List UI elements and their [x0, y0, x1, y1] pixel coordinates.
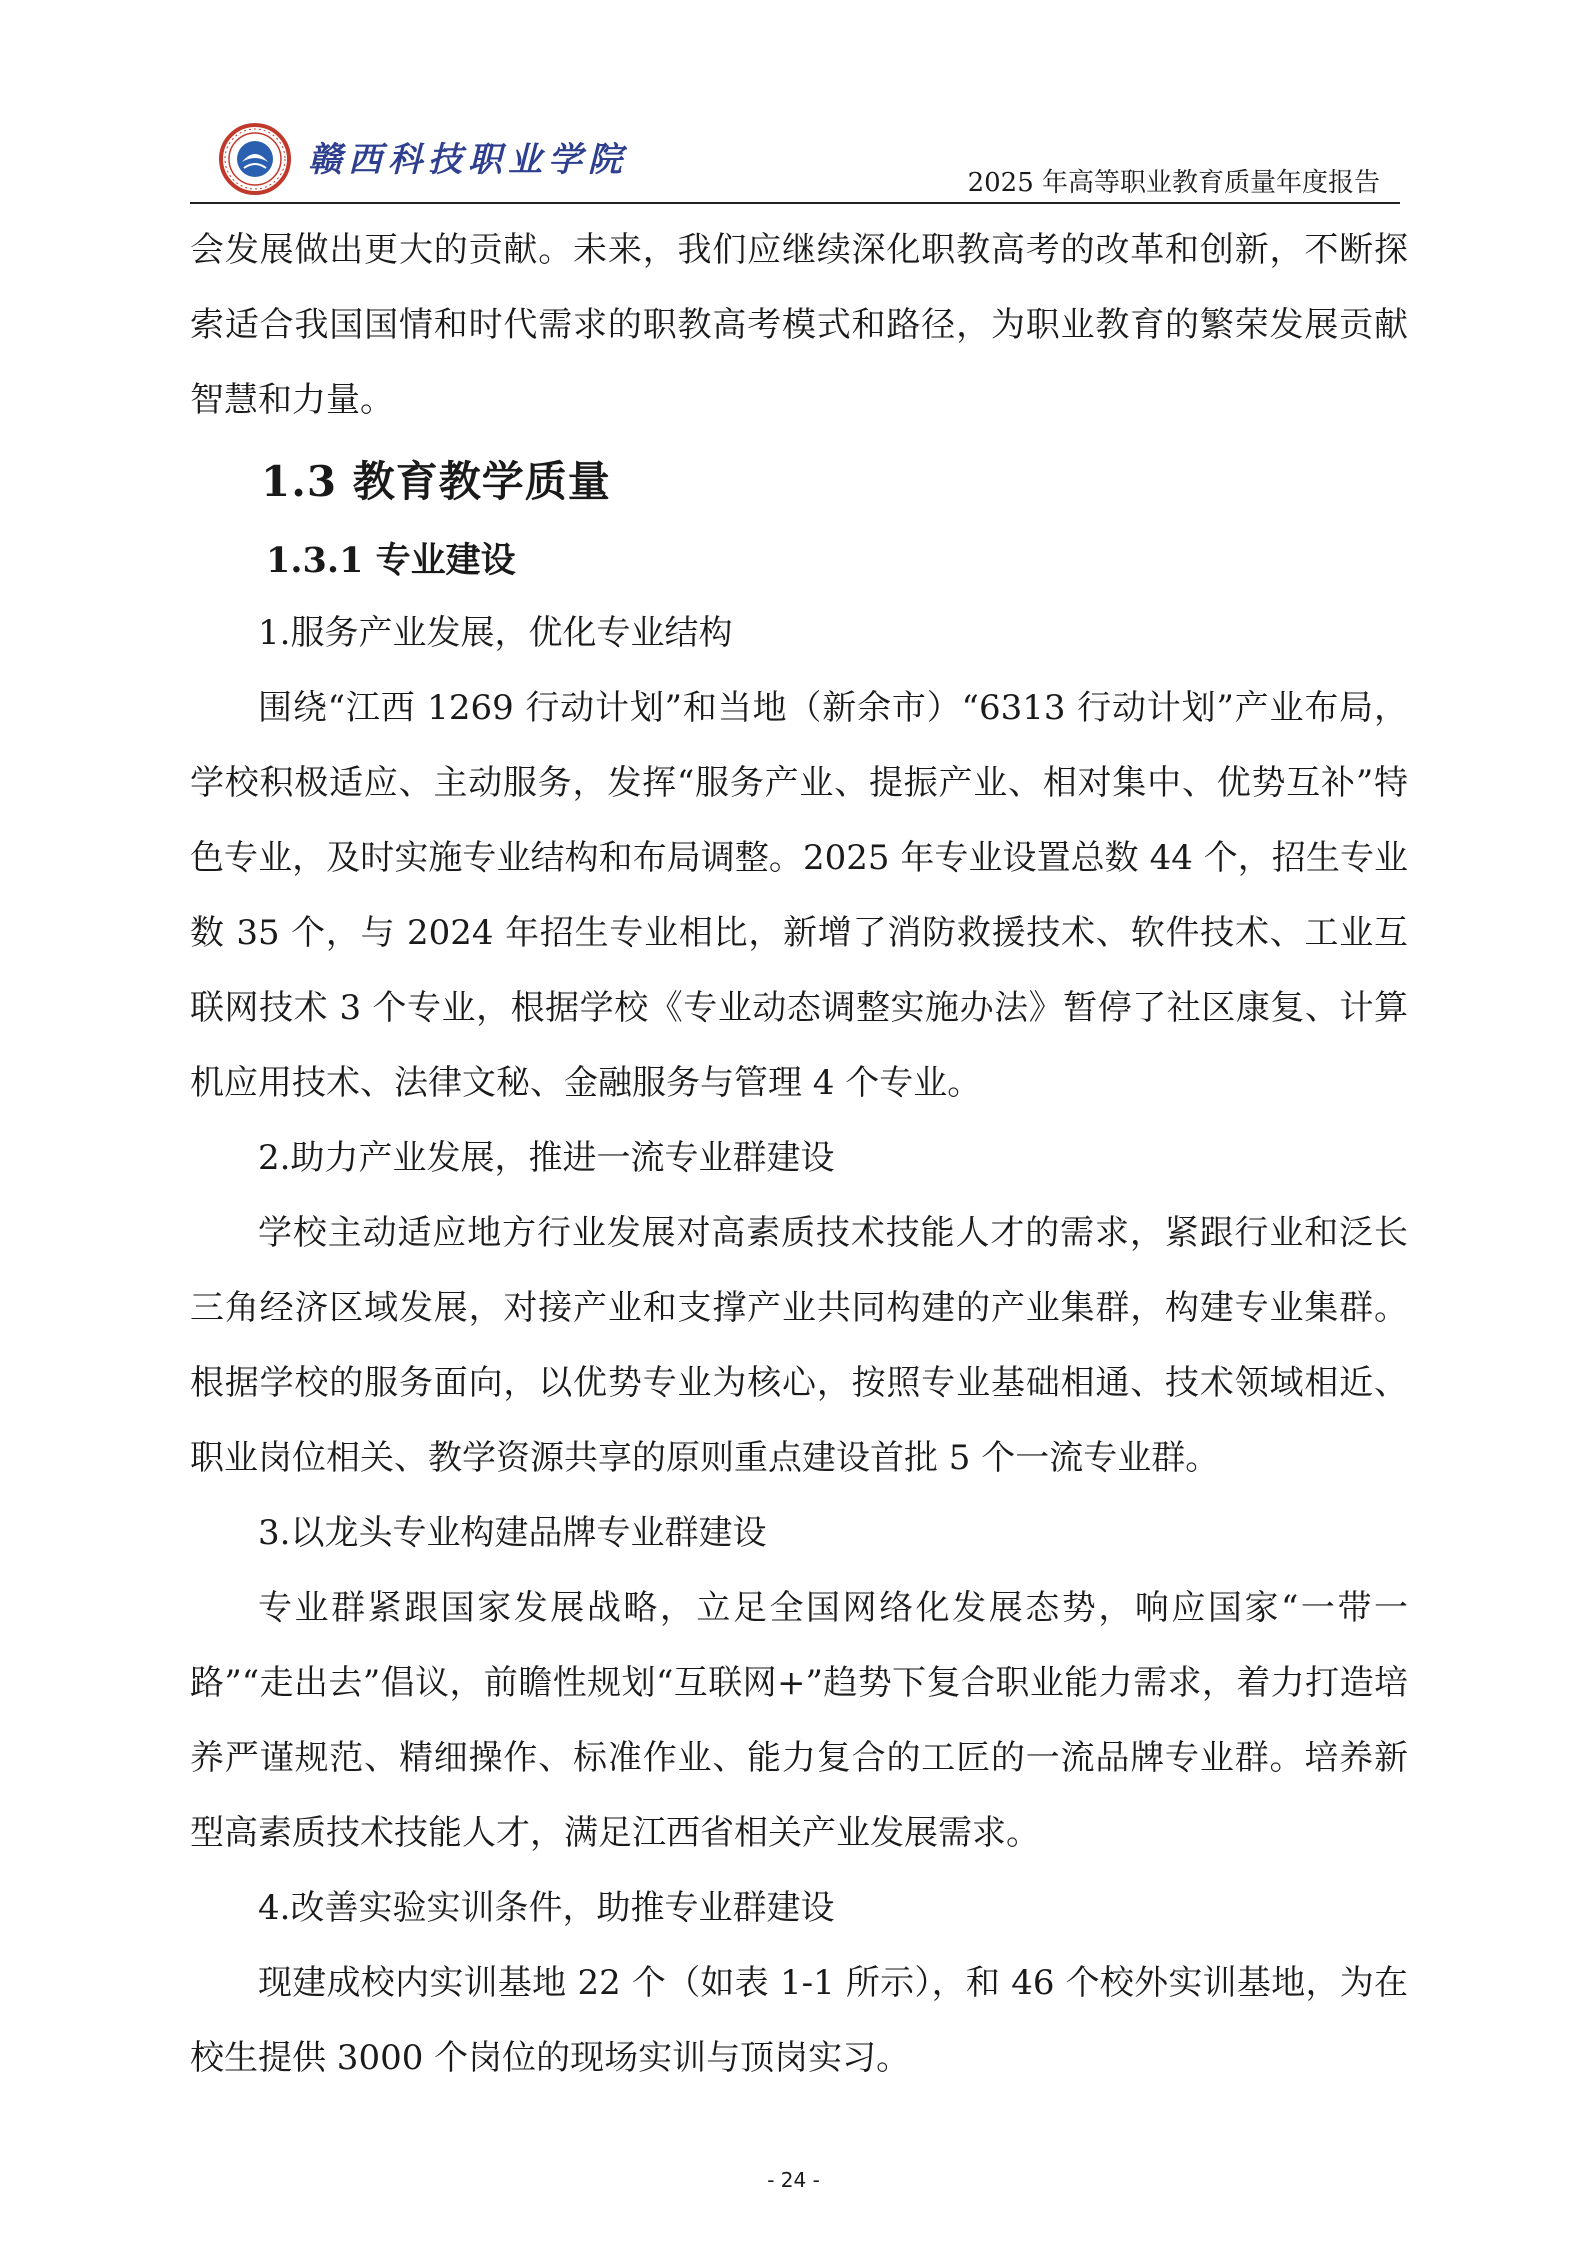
school-name-logo: 赣西科技职业学院 — [308, 140, 628, 180]
page-number: - 24 - — [767, 2168, 820, 2192]
section-heading: 1.3 教育教学质量 — [261, 457, 611, 506]
header-divider — [190, 202, 1400, 204]
school-seal-icon — [218, 122, 292, 196]
report-title: 2025 年高等职业教育质量年度报告 — [967, 168, 1380, 198]
item-heading-3: 3.以龙头专业构建品牌专业群建设 — [258, 1513, 767, 1553]
item-paragraph-4: 现建成校内实训基地 22 个（如表 1-1 所示），和 46 个校外实训基地，为在校生提供 3000 个岗位的现场实训与顶岗实习。 — [190, 1963, 1408, 2078]
item-paragraph-3: 专业群紧跟国家发展战略，立足全国网络化发展态势，响应国家“一带一路”“走出去”倡议，前瞻性规划“互联网+”趋势下复合职业能力需求，着力打造培养严谨规范、精细操作、标准作业、能力复合的工匠的一流品牌专业群。培养新型高素质技术技能人才，满足江西省相关产业发展需求。 — [190, 1588, 1408, 1853]
document-body — [190, 213, 1408, 2096]
item-paragraph-1: 围绕“江西 1269 行动计划”和当地（新余市）“6313 行动计划”产业布局，学校积极适应、主动服务，发挥“服务产业、提振产业、相对集中、优势互补”特色专业，及时实施专业结构和布局调整。2025 年专业设置总数 44 个，招生专业数 35 个，与 2024 年招生专业相比，新增了消防救援技术、软件技术、工业互联网技术 3 个专业，根据学校《专业动态调整实施办法》暂停了社区康复、计算机应用技术、法律文秘、金融服务与管理 4 个专业。 — [190, 688, 1408, 1103]
intro-paragraph: 会发展做出更大的贡献。未来，我们应继续深化职教高考的改革和创新，不断探索适合我国国情和时代需求的职教高考模式和路径，为职业教育的繁荣发展贡献智慧和力量。 — [190, 230, 1408, 420]
subsection-heading: 1.3.1 专业建设 — [266, 540, 516, 581]
item-heading-1: 1.服务产业发展，优化专业结构 — [258, 613, 733, 653]
item-heading-4: 4.改善实验实训条件，助推专业群建设 — [258, 1888, 835, 1928]
item-paragraph-2: 学校主动适应地方行业发展对高素质技术技能人才的需求，紧跟行业和泛长三角经济区域发展，对接产业和支撑产业共同构建的产业集群，构建专业集群。根据学校的服务面向，以优势专业为核心，按照专业基础相通、技术领域相近、职业岗位相关、教学资源共享的原则重点建设首批 5 个一流专业群。 — [190, 1213, 1408, 1478]
item-heading-2: 2.助力产业发展，推进一流专业群建设 — [258, 1138, 835, 1178]
page-header — [190, 118, 1400, 204]
